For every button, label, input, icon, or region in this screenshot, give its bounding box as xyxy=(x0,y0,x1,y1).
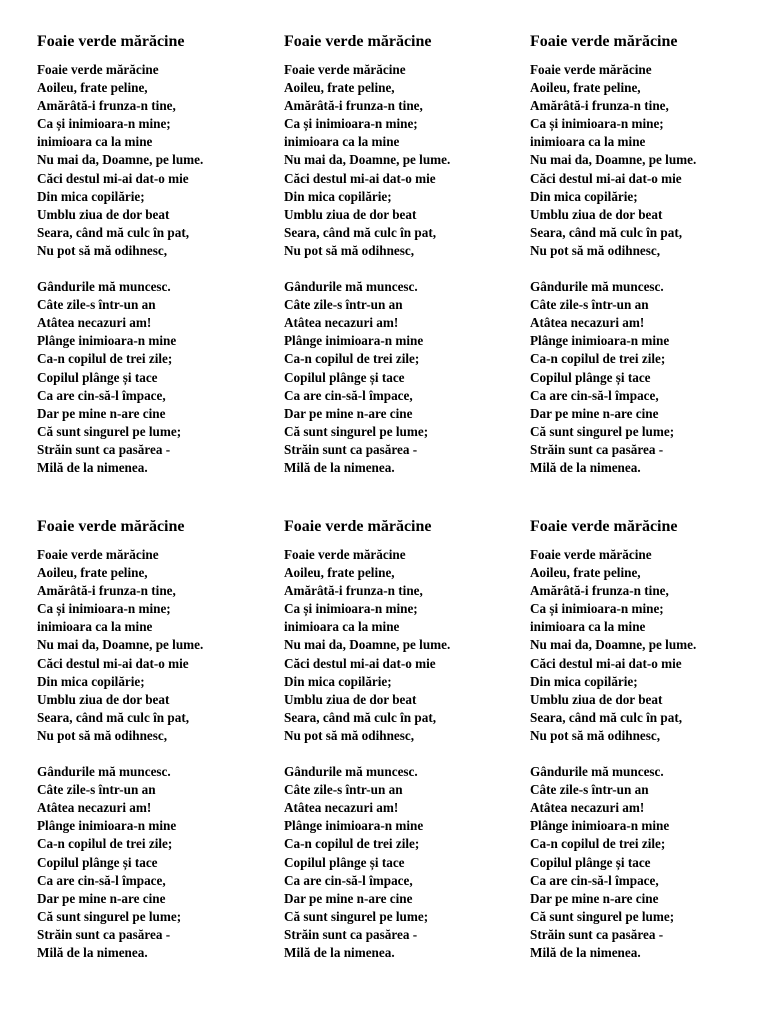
verse-line: Ca-n copilul de trei zile; xyxy=(530,351,666,367)
verse-line: Copilul plânge și tace xyxy=(284,854,405,870)
verse-line: Nu pot să mă odihnesc, xyxy=(284,242,415,258)
verse-line: Din mica copilărie; xyxy=(530,188,638,204)
verse-line: Căci destul mi-ai dat-o mie xyxy=(530,655,682,671)
verse-line: Milă de la nimenea. xyxy=(284,944,395,960)
verse-line: Milă de la nimenea. xyxy=(530,459,641,475)
verse-line: Seara, când mă culc în pat, xyxy=(284,224,437,240)
poem-card xyxy=(37,517,273,962)
verse-line: Aoileu, frate peline, xyxy=(37,565,148,581)
verse-line: Că sunt singurel pe lume; xyxy=(37,908,182,924)
verse-line: Ca-n copilul de trei zile; xyxy=(284,836,420,852)
verse-line: Străin sunt ca pasărea - xyxy=(284,441,418,457)
poem-stanza xyxy=(37,763,273,962)
verse-line: Ca are cin-să-l împace, xyxy=(284,872,413,888)
verse-line: Câte zile-s într-un an xyxy=(530,782,649,798)
verse-line: Câte zile-s într-un an xyxy=(37,782,156,798)
verse-line: Din mica copilărie; xyxy=(530,673,638,689)
verse-line: Atâtea necazuri am! xyxy=(530,315,645,331)
verse-line: Nu mai da, Doamne, pe lume. xyxy=(37,637,204,653)
verse-line: Plânge inimioara-n mine xyxy=(530,333,670,349)
verse-line: inimioara ca la mine xyxy=(284,619,400,635)
poem-card xyxy=(284,517,520,962)
verse-line: Că sunt singurel pe lume; xyxy=(284,908,429,924)
verse-line: Plânge inimioara-n mine xyxy=(530,818,670,834)
verse-line: inimioara ca la mine xyxy=(530,619,646,635)
verse-line: Din mica copilărie; xyxy=(284,673,392,689)
verse-line: Ca are cin-să-l împace, xyxy=(37,872,166,888)
verse-line: Străin sunt ca pasărea - xyxy=(284,926,418,942)
verse-line: Din mica copilărie; xyxy=(37,673,145,689)
verse-line: Seara, când mă culc în pat, xyxy=(530,224,683,240)
verse-line: Plânge inimioara-n mine xyxy=(37,333,177,349)
poem-stanza xyxy=(530,278,766,477)
verse-line: Atâtea necazuri am! xyxy=(530,800,645,816)
verse-line: Gândurile mă muncesc. xyxy=(530,279,664,295)
verse-line: Copilul plânge și tace xyxy=(37,854,158,870)
verse-line: Atâtea necazuri am! xyxy=(284,800,399,816)
poem-card xyxy=(530,32,766,477)
verse-line: inimioara ca la mine xyxy=(530,134,646,150)
verse-line: Amărâtă-i frunza-n tine, xyxy=(530,98,669,114)
verse-line: Copilul plânge și tace xyxy=(284,369,405,385)
verse-line: Nu mai da, Doamne, pe lume. xyxy=(530,152,697,168)
verse-line: Ca are cin-să-l împace, xyxy=(530,872,659,888)
verse-line: Nu mai da, Doamne, pe lume. xyxy=(284,152,451,168)
verse-line: Ca are cin-să-l împace, xyxy=(37,387,166,403)
poem-stanza xyxy=(284,546,520,745)
verse-line: Ca și inimioara-n mine; xyxy=(284,601,418,617)
verse-line: Amărâtă-i frunza-n tine, xyxy=(37,583,176,599)
verse-line: Dar pe mine n-are cine xyxy=(284,890,413,906)
verse-line: Plânge inimioara-n mine xyxy=(37,818,177,834)
verse-line: Plânge inimioara-n mine xyxy=(284,818,424,834)
verse-line: Foaie verde mărăcine xyxy=(284,62,406,77)
poem-stanza xyxy=(530,763,766,962)
verse-line: Dar pe mine n-are cine xyxy=(37,405,166,421)
poem-card xyxy=(37,32,273,477)
verse-line: inimioara ca la mine xyxy=(37,134,153,150)
verse-line: Ca și inimioara-n mine; xyxy=(530,601,664,617)
verse-line: Ca-n copilul de trei zile; xyxy=(284,351,420,367)
verse-line: Atâtea necazuri am! xyxy=(37,800,152,816)
verse-line: Copilul plânge și tace xyxy=(530,854,651,870)
verse-line: Gândurile mă muncesc. xyxy=(530,764,664,780)
verse-line: Umblu ziua de dor beat xyxy=(530,691,663,707)
verse-line: Că sunt singurel pe lume; xyxy=(37,423,182,439)
verse-line: Nu mai da, Doamne, pe lume. xyxy=(284,637,451,653)
verse-line: Umblu ziua de dor beat xyxy=(37,206,170,222)
verse-line: Gândurile mă muncesc. xyxy=(284,764,418,780)
verse-line: Căci destul mi-ai dat-o mie xyxy=(284,170,436,186)
verse-line: Câte zile-s într-un an xyxy=(284,297,403,313)
verse-line: inimioara ca la mine xyxy=(37,619,153,635)
verse-line: Plânge inimioara-n mine xyxy=(284,333,424,349)
poem-stanza xyxy=(284,763,520,962)
verse-line: Atâtea necazuri am! xyxy=(284,315,399,331)
verse-line: Nu pot să mă odihnesc, xyxy=(530,727,661,743)
verse-line: Copilul plânge și tace xyxy=(37,369,158,385)
verse-line: Ca și inimioara-n mine; xyxy=(530,116,664,132)
verse-line: Căci destul mi-ai dat-o mie xyxy=(37,655,189,671)
verse-line: Ca-n copilul de trei zile; xyxy=(530,836,666,852)
poem-title: Foaie verde mărăcine xyxy=(284,518,432,535)
verse-line: Seara, când mă culc în pat, xyxy=(530,709,683,725)
verse-line: Ca-n copilul de trei zile; xyxy=(37,351,173,367)
verse-line: Amărâtă-i frunza-n tine, xyxy=(284,98,423,114)
verse-line: Milă de la nimenea. xyxy=(37,944,148,960)
verse-line: Dar pe mine n-are cine xyxy=(284,405,413,421)
verse-line: Milă de la nimenea. xyxy=(37,459,148,475)
verse-line: Străin sunt ca pasărea - xyxy=(530,926,664,942)
verse-line: inimioara ca la mine xyxy=(284,134,400,150)
verse-line: Câte zile-s într-un an xyxy=(530,297,649,313)
verse-line: Milă de la nimenea. xyxy=(530,944,641,960)
poem-title: Foaie verde mărăcine xyxy=(284,33,432,50)
verse-line: Foaie verde mărăcine xyxy=(37,547,159,562)
verse-line: Copilul plânge și tace xyxy=(530,369,651,385)
verse-line: Ca și inimioara-n mine; xyxy=(37,601,171,617)
verse-line: Umblu ziua de dor beat xyxy=(530,206,663,222)
verse-line: Din mica copilărie; xyxy=(284,188,392,204)
verse-line: Aoileu, frate peline, xyxy=(530,80,641,96)
verse-line: Ca-n copilul de trei zile; xyxy=(37,836,173,852)
poem-card xyxy=(530,517,766,962)
verse-line: Dar pe mine n-are cine xyxy=(530,405,659,421)
verse-line: Că sunt singurel pe lume; xyxy=(530,908,675,924)
verse-line: Foaie verde mărăcine xyxy=(37,62,159,77)
verse-line: Foaie verde mărăcine xyxy=(530,547,652,562)
verse-line: Căci destul mi-ai dat-o mie xyxy=(284,655,436,671)
verse-line: Din mica copilărie; xyxy=(37,188,145,204)
poem-stanza xyxy=(530,546,766,745)
verse-line: Gândurile mă muncesc. xyxy=(37,279,171,295)
verse-line: Căci destul mi-ai dat-o mie xyxy=(530,170,682,186)
verse-line: Amărâtă-i frunza-n tine, xyxy=(284,583,423,599)
poem-stanza xyxy=(284,61,520,260)
verse-line: Aoileu, frate peline, xyxy=(37,80,148,96)
poem-title: Foaie verde mărăcine xyxy=(37,33,185,50)
verse-line: Gândurile mă muncesc. xyxy=(37,764,171,780)
verse-line: Seara, când mă culc în pat, xyxy=(37,224,190,240)
poem-stanza xyxy=(284,278,520,477)
verse-line: Milă de la nimenea. xyxy=(284,459,395,475)
verse-line: Foaie verde mărăcine xyxy=(530,62,652,77)
verse-line: Amărâtă-i frunza-n tine, xyxy=(37,98,176,114)
verse-line: Nu pot să mă odihnesc, xyxy=(37,242,168,258)
poem-title: Foaie verde mărăcine xyxy=(37,518,185,535)
verse-line: Seara, când mă culc în pat, xyxy=(37,709,190,725)
poem-stanza xyxy=(37,546,273,745)
verse-line: Aoileu, frate peline, xyxy=(530,565,641,581)
verse-line: Amărâtă-i frunza-n tine, xyxy=(530,583,669,599)
poem-stanza xyxy=(37,61,273,260)
verse-line: Dar pe mine n-are cine xyxy=(37,890,166,906)
verse-line: Nu mai da, Doamne, pe lume. xyxy=(530,637,697,653)
verse-line: Că sunt singurel pe lume; xyxy=(284,423,429,439)
poem-stanza xyxy=(37,278,273,477)
verse-line: Seara, când mă culc în pat, xyxy=(284,709,437,725)
poem-title: Foaie verde mărăcine xyxy=(530,518,678,535)
verse-line: Nu pot să mă odihnesc, xyxy=(37,727,168,743)
verse-line: Ca are cin-să-l împace, xyxy=(284,387,413,403)
verse-line: Străin sunt ca pasărea - xyxy=(37,926,171,942)
verse-line: Ca și inimioara-n mine; xyxy=(37,116,171,132)
verse-line: Aoileu, frate peline, xyxy=(284,565,395,581)
verse-line: Aoileu, frate peline, xyxy=(284,80,395,96)
verse-line: Umblu ziua de dor beat xyxy=(284,691,417,707)
verse-line: Nu pot să mă odihnesc, xyxy=(530,242,661,258)
verse-line: Nu mai da, Doamne, pe lume. xyxy=(37,152,204,168)
verse-line: Gândurile mă muncesc. xyxy=(284,279,418,295)
verse-line: Străin sunt ca pasărea - xyxy=(530,441,664,457)
verse-line: Câte zile-s într-un an xyxy=(284,782,403,798)
verse-line: Câte zile-s într-un an xyxy=(37,297,156,313)
verse-line: Dar pe mine n-are cine xyxy=(530,890,659,906)
poem-stanza xyxy=(530,61,766,260)
verse-line: Străin sunt ca pasărea - xyxy=(37,441,171,457)
poem-title: Foaie verde mărăcine xyxy=(530,33,678,50)
verse-line: Căci destul mi-ai dat-o mie xyxy=(37,170,189,186)
verse-line: Foaie verde mărăcine xyxy=(284,547,406,562)
verse-line: Ca are cin-să-l împace, xyxy=(530,387,659,403)
verse-line: Umblu ziua de dor beat xyxy=(37,691,170,707)
verse-line: Umblu ziua de dor beat xyxy=(284,206,417,222)
poem-card xyxy=(284,32,520,477)
verse-line: Atâtea necazuri am! xyxy=(37,315,152,331)
verse-line: Ca și inimioara-n mine; xyxy=(284,116,418,132)
verse-line: Nu pot să mă odihnesc, xyxy=(284,727,415,743)
verse-line: Că sunt singurel pe lume; xyxy=(530,423,675,439)
